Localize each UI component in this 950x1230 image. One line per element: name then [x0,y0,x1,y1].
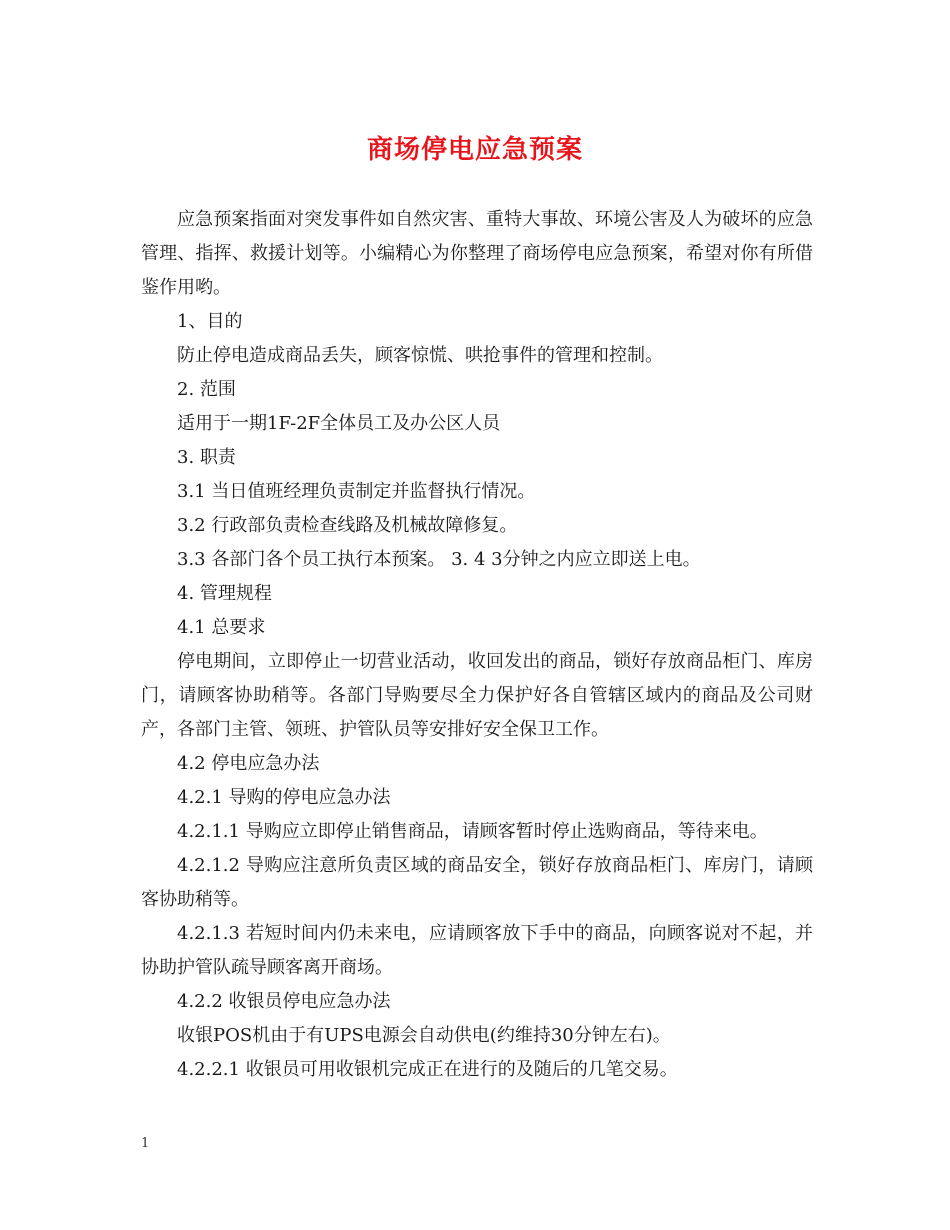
paragraph-intro: 应急预案指面对突发事件如自然灾害、重特大事故、环境公害及人为破坏的应急管理、指挥、救援计划等。小编精心为你整理了商场停电应急预案，希望对你有所借鉴作用哟。 [141,209,813,298]
document-body [141,203,813,1087]
page-number: 1 [141,1136,150,1151]
paragraph-purpose: 防止停电造成商品丢失，顾客惊慌、哄抢事件的管理和控制。 [177,345,663,366]
section-heading-4-2-2: 4.2.2 收银员停电应急办法 [177,991,391,1012]
paragraph-scope: 适用于一期1F-2F全体员工及办公区人员 [177,413,501,434]
paragraph-pos-ups: 收银POS机由于有UPS电源会自动供电(约维持30分钟左右)。 [177,1025,671,1046]
paragraph-general-requirements: 停电期间，立即停止一切营业活动，收回发出的商品，锁好存放商品柜门、库房门，请顾客协助稍等。各部门导购要尽全力保护好各自管辖区域内的商品及公司财产，各部门主管、领班、护管队员等安排好安全保卫工作。 [141,651,813,740]
paragraph-4-2-1-1: 4.2.1.1 导购应立即停止销售商品，请顾客暂时停止选购商品，等待来电。 [177,821,768,842]
paragraph-4-2-2-1: 4.2.2.1 收银员可用收银机完成正在进行的及随后的几笔交易。 [177,1059,678,1080]
paragraph-duty-3-3: 3.3 各部门各个员工执行本预案。 3. 4 3分钟之内应立即送上电。 [177,549,701,570]
paragraph-4-2-1-3: 4.2.1.3 若短时间内仍未来电，应请顾客放下手中的商品，向顾客说对不起，并协助护管队疏导顾客离开商场。 [141,923,813,978]
section-heading-4-2-1: 4.2.1 导购的停电应急办法 [177,787,391,808]
paragraph-duty-3-2: 3.2 行政部负责检查线路及机械故障修复。 [177,515,518,536]
section-heading-scope: 2. 范围 [177,379,236,400]
section-heading-rules: 4. 管理规程 [177,583,272,604]
paragraph-4-2-1-2: 4.2.1.2 导购应注意所负责区域的商品安全，锁好存放商品柜门、库房门，请顾客协助稍等。 [141,855,813,910]
section-heading-4-2: 4.2 停电应急办法 [177,753,320,774]
paragraph-duty-3-1: 3.1 当日值班经理负责制定并监督执行情况。 [177,481,536,502]
section-heading-duties: 3. 职责 [177,447,236,468]
section-heading-4-1: 4.1 总要求 [177,617,266,638]
section-heading-purpose: 1、目的 [177,311,243,332]
document-title: 商场停电应急预案 [366,135,583,165]
